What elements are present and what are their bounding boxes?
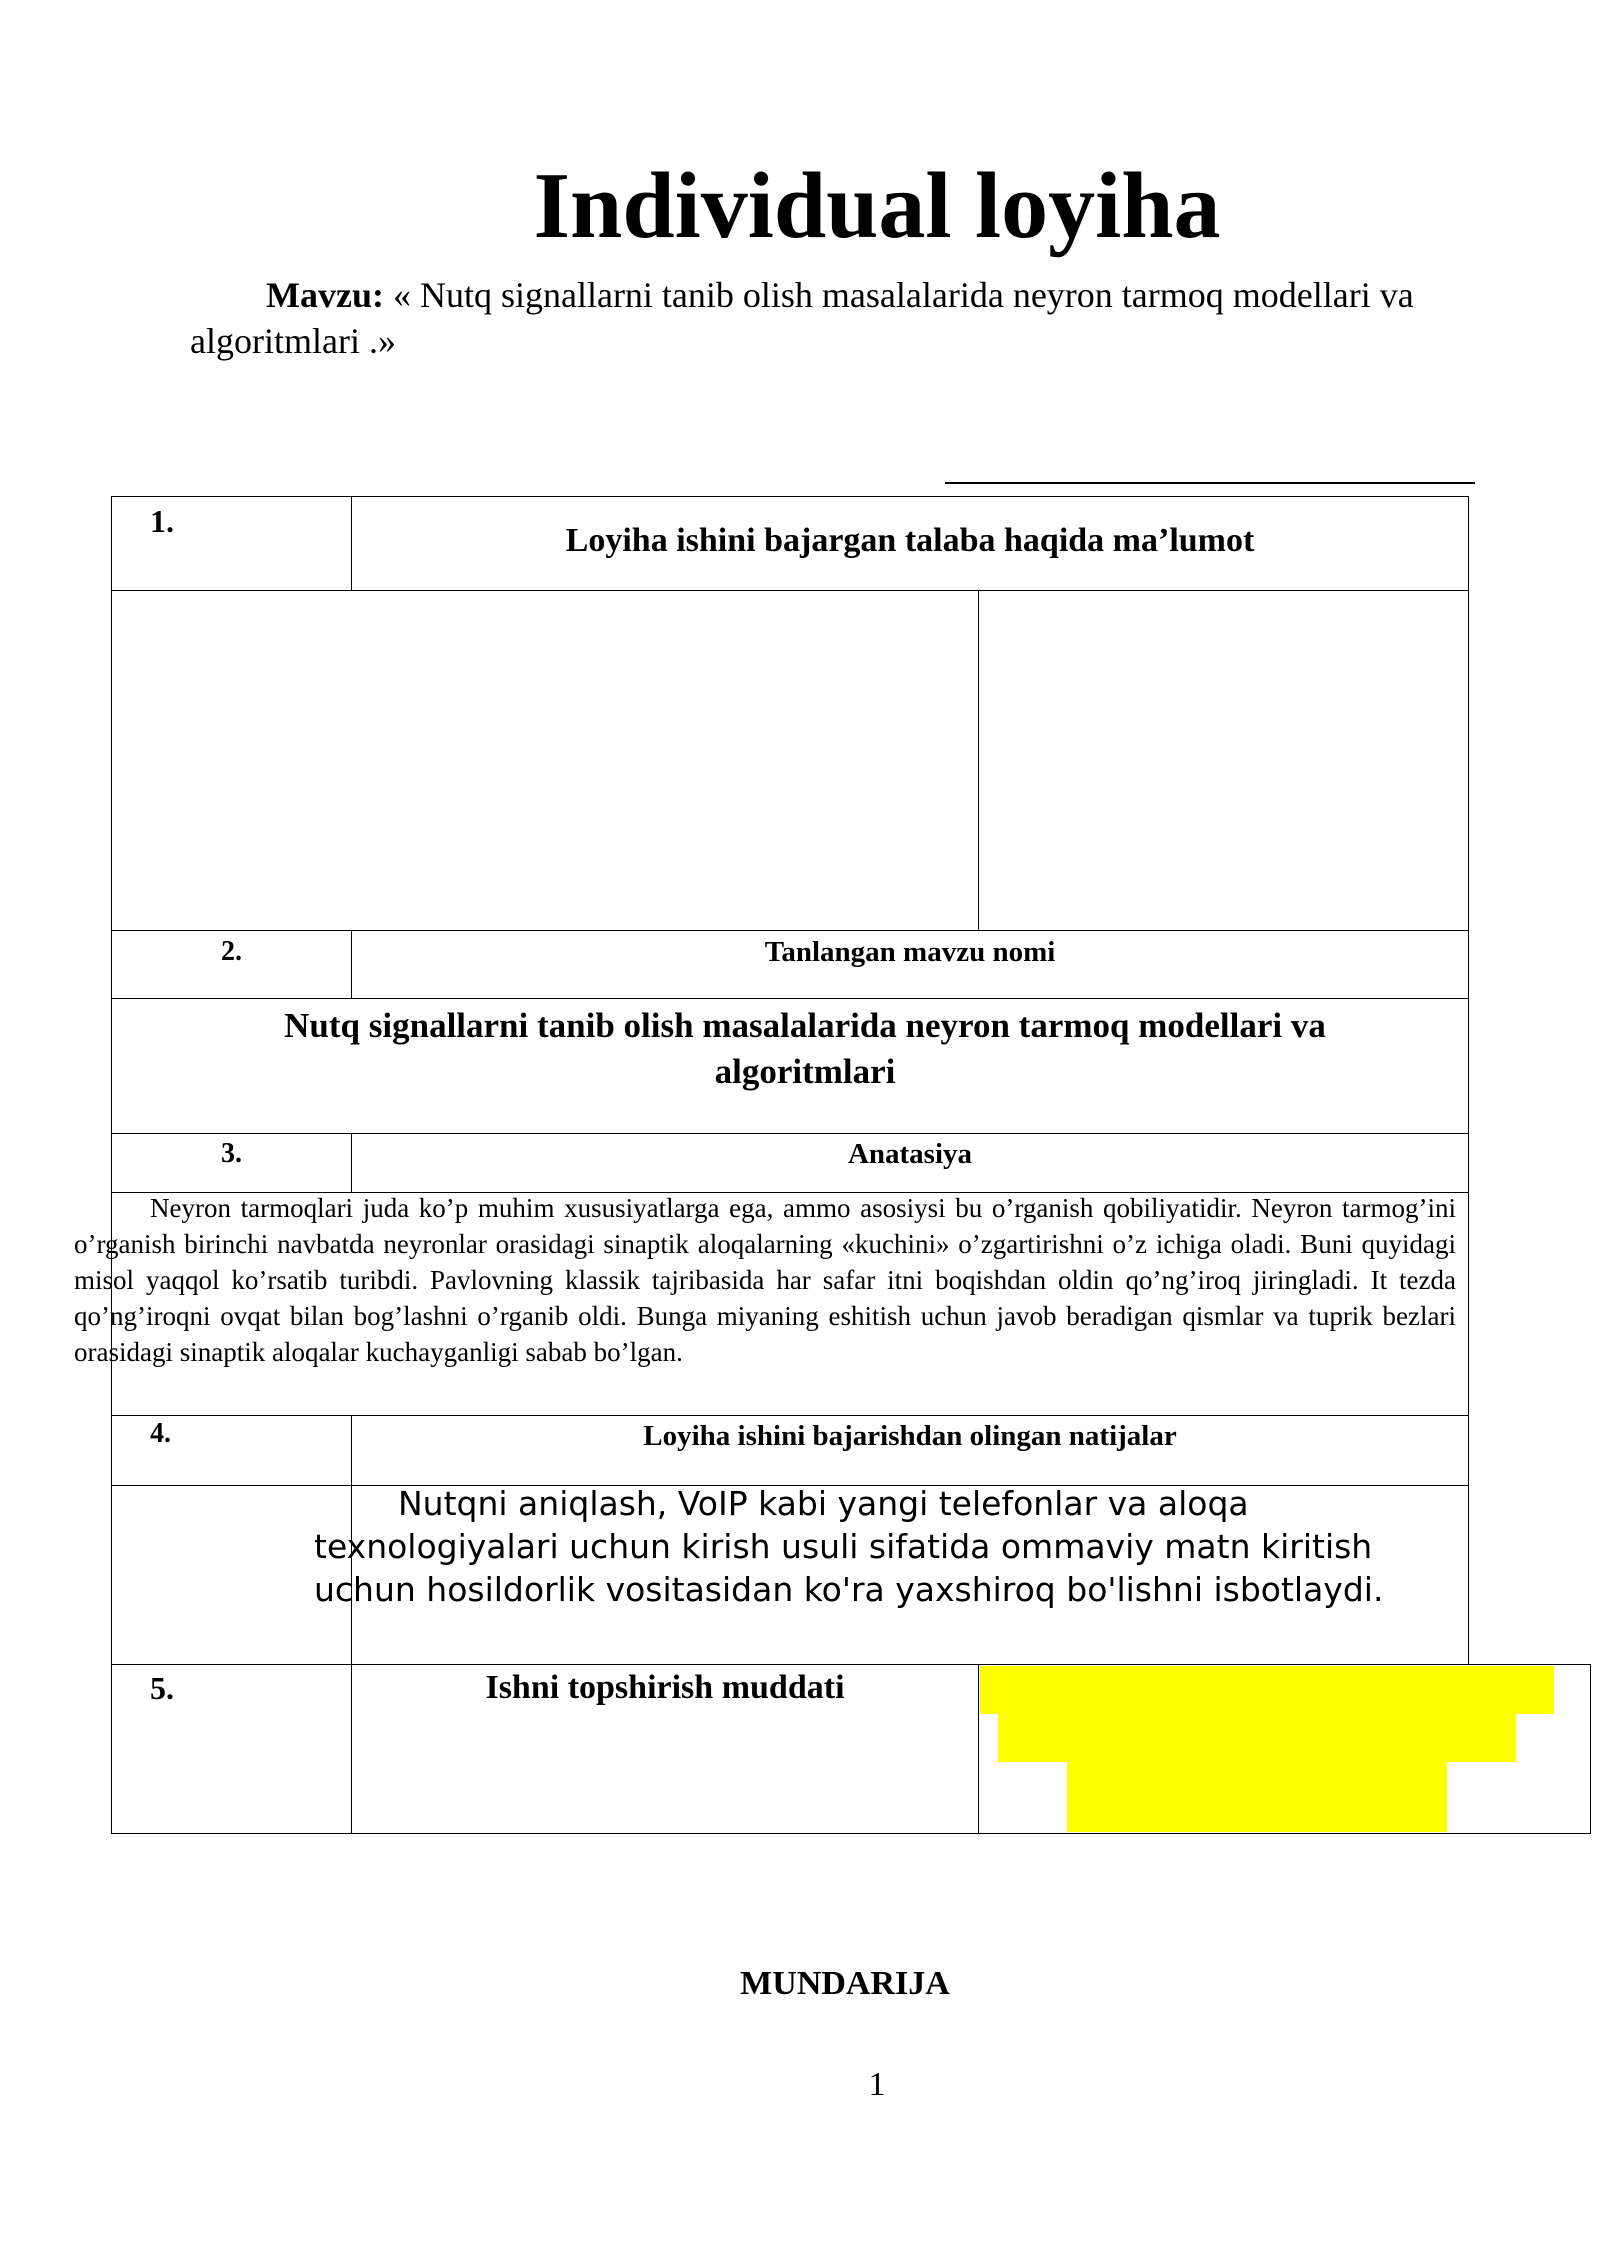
deadline-highlight-1 [980, 1666, 1554, 1714]
row5-number-cell [111, 1664, 352, 1834]
signature-line [945, 482, 1475, 484]
row2-number: 2. [221, 936, 242, 967]
deadline-highlight-2 [998, 1714, 1516, 1762]
row4-header: Loyiha ishini bajarishdan olingan natijalar [643, 1420, 1177, 1452]
row3-number: 3. [221, 1138, 242, 1169]
topic-name: Nutq signallarni tanib olish masalalarida neyron tarmoq modellari va algoritmlari [284, 1006, 1326, 1091]
page-number: 1 [868, 2066, 886, 2103]
row1-number-cell [111, 496, 352, 591]
row5-number: 5. [150, 1670, 174, 1706]
row3-header: Anatasiya [847, 1138, 973, 1170]
row1-header: Loyiha ishini bajargan talaba haqida ma’lumot [565, 522, 1255, 559]
results-text: Nutqni aniqlash, VoIP kabi yangi telefonlar va aloqa texnologiyalari uchun kirish usuli sifatida ommaviy matn kiritish uchun hosildorlik vositasidan ko'ra yaxshiroq bo'lishni isbotlaydi. [314, 1484, 1384, 1609]
row4-number: 4. [150, 1418, 171, 1449]
subject-paragraph [190, 272, 1440, 364]
subject-text: « Nutq signallarni tanib olish masalalarida neyron tarmoq modellari va algoritmlari .» [190, 275, 1414, 361]
student-info-right-cell [978, 590, 1469, 931]
student-info-left-cell [111, 590, 979, 931]
row2-header: Tanlangan mavzu nomi [764, 936, 1056, 968]
row5-header: Ishni topshirish muddati [485, 1669, 845, 1706]
toc-heading: MUNDARIJA [740, 1965, 950, 2002]
row4-number-cell [111, 1415, 352, 1486]
document-title: Individual loyiha [533, 154, 1221, 258]
subject-label: Mavzu: [266, 275, 384, 315]
abstract-text: Neyron tarmoqlari juda ko’p muhim xususiyatlarga ega, ammo asosiysi bu o’rganish qobiliyatidir. Neyron tarmog’ini o’rganish birinchi navbatda neyronlar orasidagi sinaptik aloqalarning «kuchini» o’zgartirishni o’z ichiga oladi. Buni quyidagi misol yaqqol ko’rsatib turibdi. Pavlovning klassik tajribasida har safar itni boqishdan oldin qo’ng’iroq jiringladi. It tezda qo’ng’iroqni ovqat bilan bog’lashni o’rganib oldi. Bunga miyaning eshitish uchun javob beradigan qismlar va tuprik bezlari orasidagi sinaptik aloqalar kuchayganligi sabab bo’lgan. [74, 1193, 1456, 1367]
row1-number: 1. [150, 503, 174, 539]
deadline-highlight-3 [1067, 1762, 1447, 1832]
